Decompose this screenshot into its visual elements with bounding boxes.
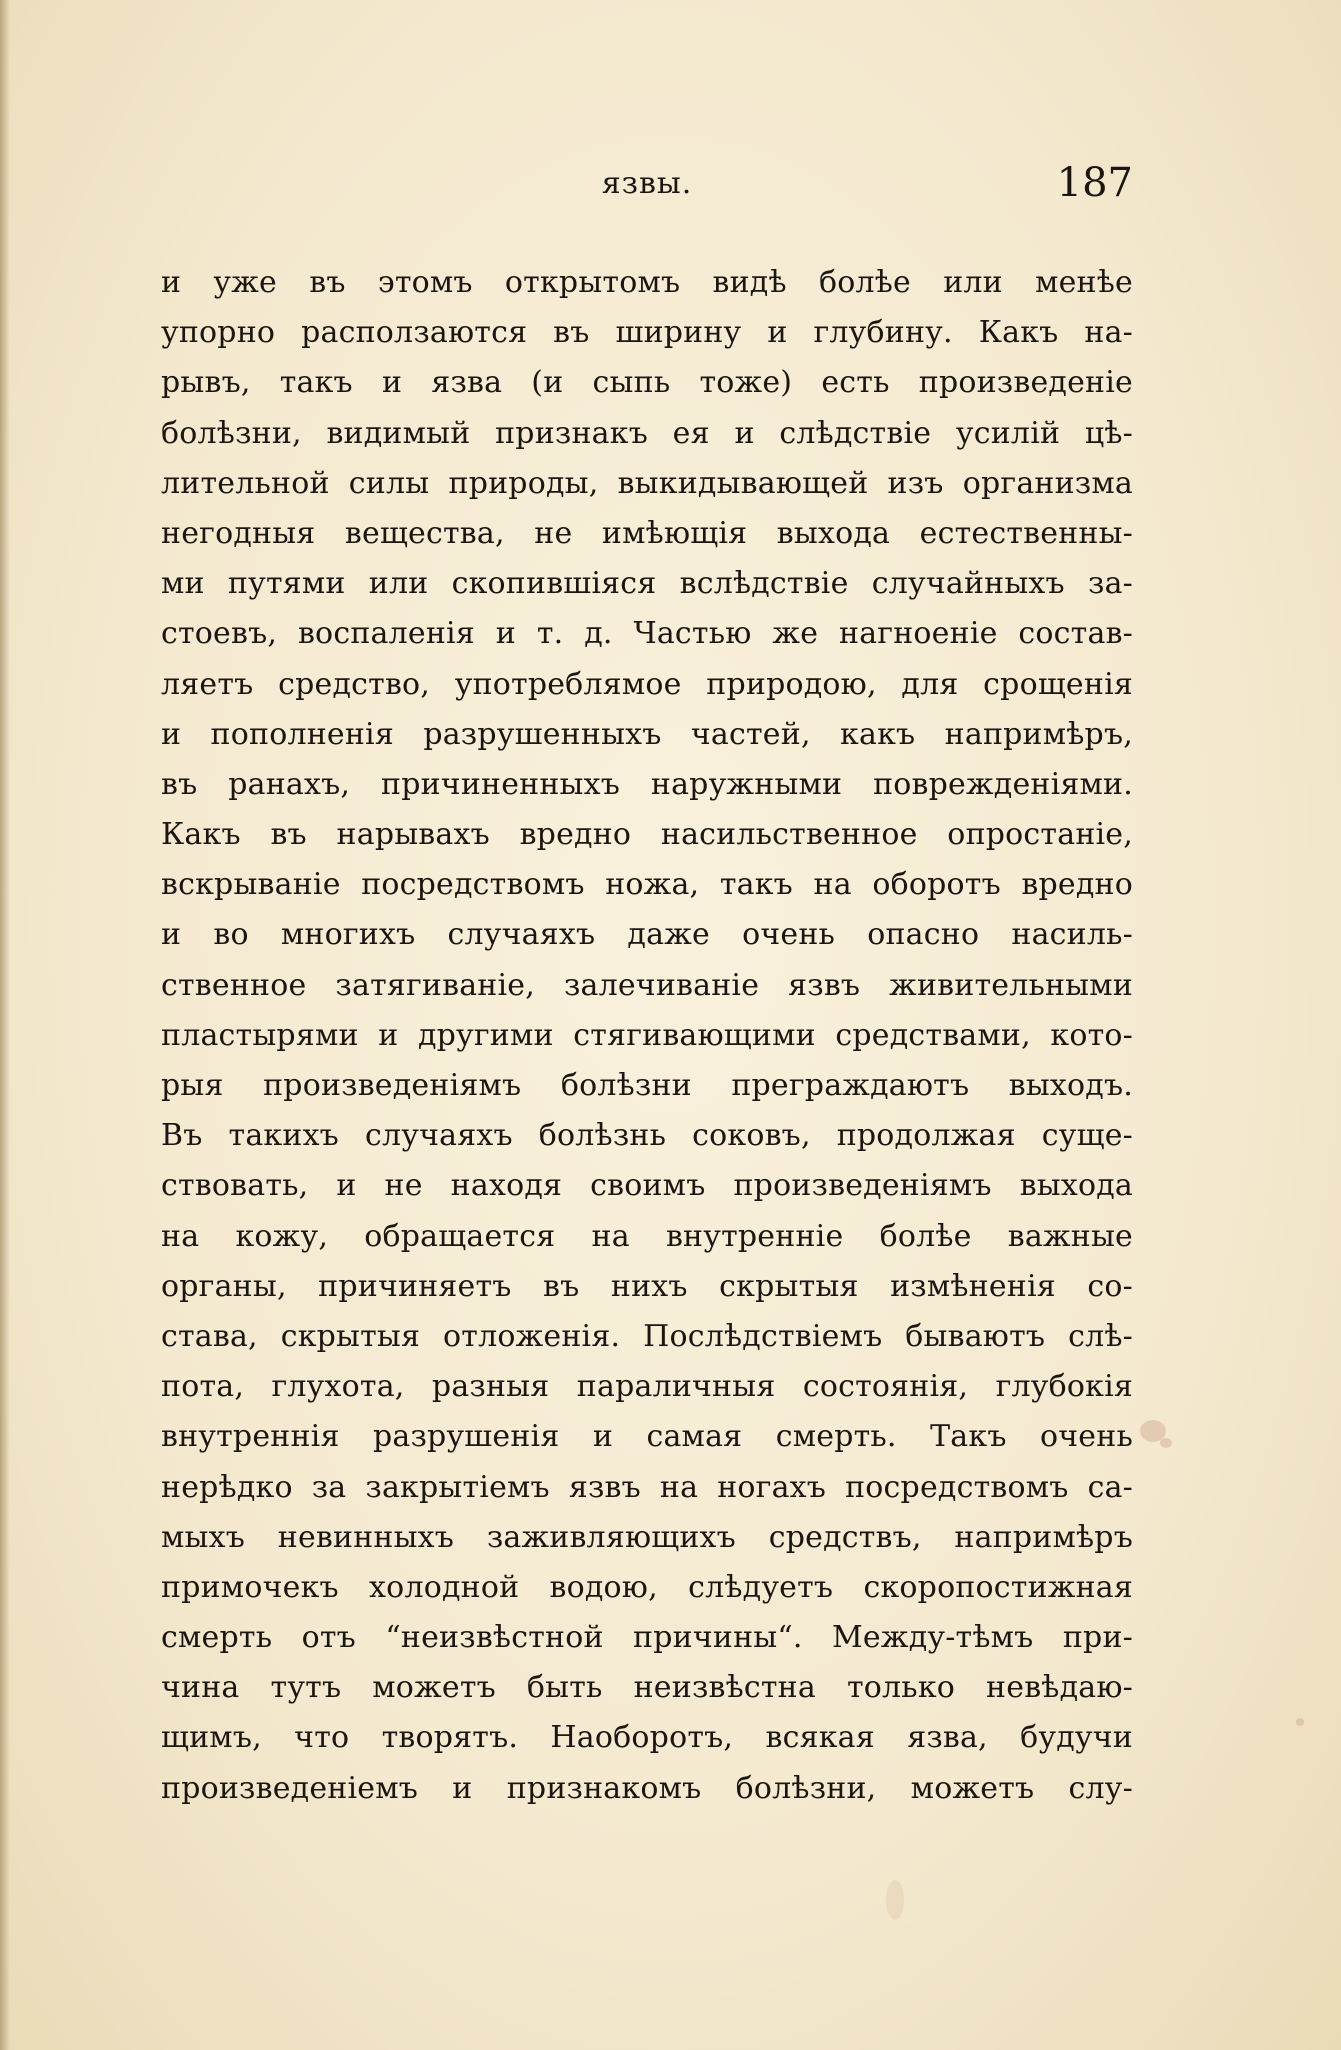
text-line: ляетъ средство, употреблямое природою, для срощенiя — [161, 666, 1133, 702]
text-line: щимъ, что творятъ. Наоборотъ, всякая язва, будучи — [161, 1720, 1133, 1756]
text-line: ствовать, и не находя своимъ произведенiямъ выхода — [161, 1168, 1133, 1204]
text-line: рывъ, такъ и язва (и сыпь тоже) есть произведенiе — [161, 365, 1133, 401]
paper-stain — [886, 1880, 904, 1920]
text-line: пота, глухота, разныя параличныя состоянiя, глубокiя — [161, 1369, 1133, 1405]
text-line: лительной силы природы, выкидывающей изъ организма — [161, 465, 1133, 501]
text-line: нерѣдко за закрытiемъ язвъ на ногахъ посредствомъ са- — [161, 1469, 1133, 1505]
paper-stain — [1296, 1718, 1304, 1726]
text-line: внутреннiя разрушенiя и самая смерть. Такъ очень — [161, 1419, 1133, 1455]
text-line: упорно расползаются въ ширину и глубину. Какъ на- — [161, 315, 1133, 351]
text-line: ми путями или скопившiяся вслѣдствiе случайныхъ за- — [161, 566, 1133, 602]
paper-stain — [1160, 1438, 1172, 1448]
body-text — [161, 258, 1133, 1814]
text-line: примочекъ холодной водою, слѣдуетъ скоропостижная — [161, 1569, 1133, 1605]
text-line: и пополненiя разрушенныхъ частей, какъ напримѣръ, — [161, 716, 1133, 752]
page-number: 187 — [1056, 160, 1133, 206]
text-line: стоевъ, воспаленiя и т. д. Частью же нагноенiе состав- — [161, 616, 1133, 652]
text-line: на кожу, обращается на внутреннiе болѣе важные — [161, 1218, 1133, 1254]
text-line: смерть отъ “неизвѣстной причины“. Между-тѣмъ при- — [161, 1620, 1133, 1656]
text-line: рыя произведенiямъ болѣзни преграждаютъ выходъ. — [161, 1068, 1133, 1103]
text-line: органы, причиняетъ въ нихъ скрытыя измѣненiя со- — [161, 1268, 1133, 1304]
text-line: въ ранахъ, причиненныхъ наружными поврежденiями. — [161, 766, 1133, 802]
text-line: негодныя вещества, не имѣющiя выхода естественны- — [161, 515, 1133, 551]
text-line: пластырями и другими стягивающими средствами, кото- — [161, 1017, 1133, 1053]
text-line: ственное затягиванiе, залечиванiе язвъ живительными — [161, 967, 1133, 1003]
text-line: и уже въ этомъ открытомъ видѣ болѣе или менѣе — [161, 265, 1133, 300]
text-line: вскрыванiе посредствомъ ножа, такъ на оборотъ вредно — [161, 867, 1133, 903]
text-line: мыхъ невинныхъ заживляющихъ средствъ, напримѣръ — [161, 1519, 1133, 1555]
text-line: става, скрытыя отложенiя. Послѣдствiемъ бываютъ слѣ- — [161, 1318, 1133, 1354]
text-line: чина тутъ можетъ быть неизвѣстна только невѣдаю- — [161, 1670, 1133, 1706]
text-line: произведенiемъ и признакомъ болѣзни, можетъ слу- — [161, 1770, 1133, 1806]
text-line: Какъ въ нарывахъ вредно насильственное опростанiе, — [161, 817, 1133, 853]
page-header — [161, 160, 1133, 220]
text-line: болѣзни, видимый признакъ ея и слѣдствiе усилiй цѣ- — [161, 415, 1133, 451]
text-line: и во многихъ случаяхъ даже очень опасно насиль- — [161, 917, 1133, 953]
page-edge-shadow — [0, 0, 10, 2050]
text-line: Въ такихъ случаяхъ болѣзнь соковъ, продолжая суще- — [161, 1118, 1133, 1154]
running-title: язвы. — [601, 166, 693, 201]
